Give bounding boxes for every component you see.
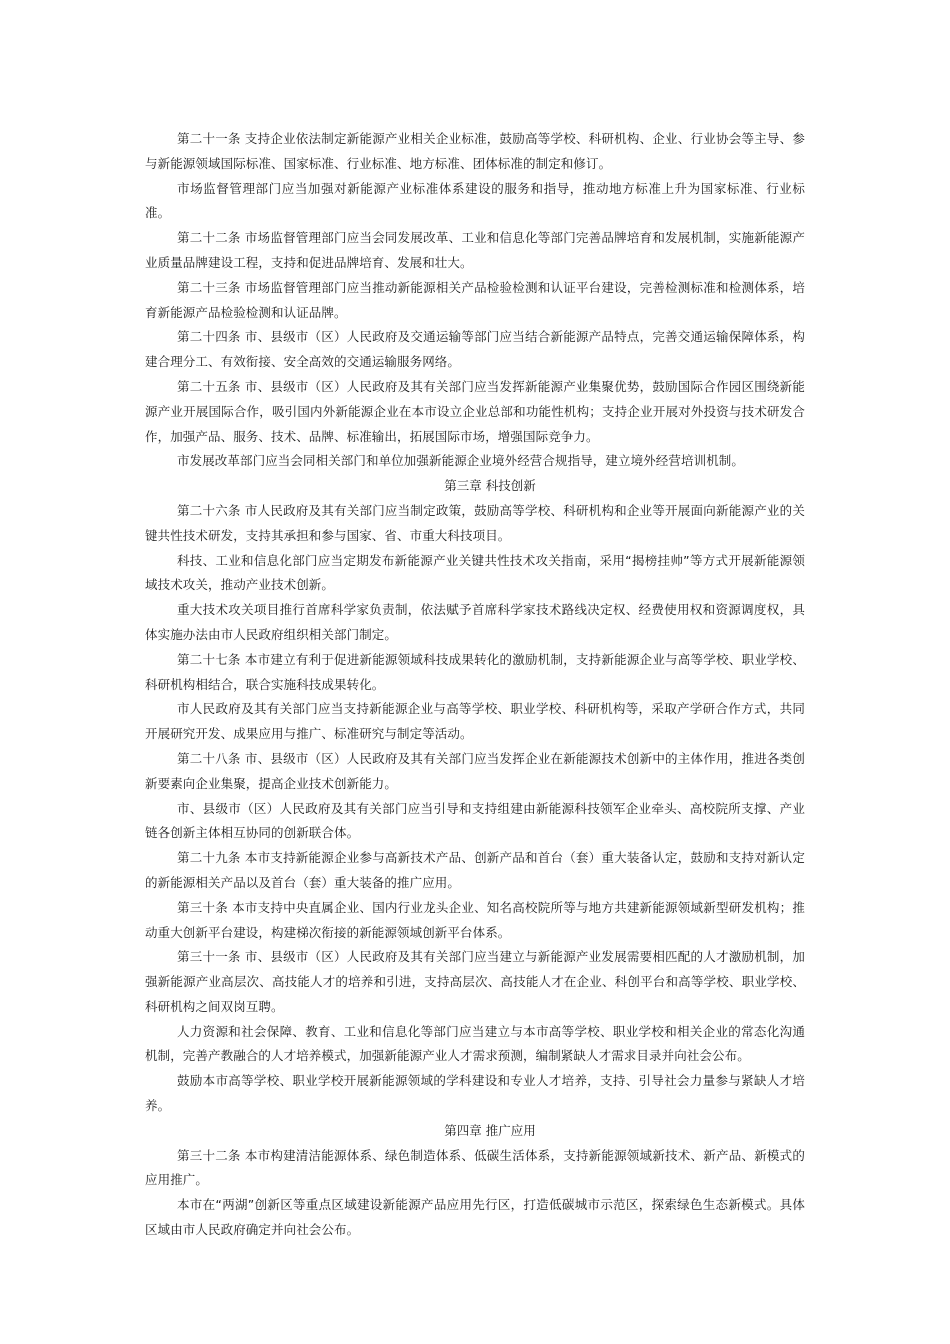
paragraph-article-28: 第二十八条 市、县级市（区）人民政府及其有关部门应当发挥企业在新能源技术创新中的主体作用，推进各类创新要素向企业集聚，提高企业技术创新能力。 xyxy=(145,750,805,791)
paragraph-article-27: 第二十七条 本市建立有利于促进新能源领域科技成果转化的激励机制，支持新能源企业与高等学校、职业学校、科研机构相结合，联合实施科技成果转化。 xyxy=(145,651,805,692)
paragraph-article-31: 第三十一条 市、县级市（区）人民政府及其有关部门应当建立与新能源产业发展需要相匹配的人才激励机制，加强新能源产业高层次、高技能人才的培养和引进，支持高层次、高技能人才在企业、科创平台和高等学校、职业学校、科研机构之间双岗互聘。 xyxy=(145,949,805,1014)
paragraph-article-32: 第三十二条 本市构建清洁能源体系、绿色制造体系、低碳生活体系，支持新能源领域新技术、新产品、新模式的应用推广。 xyxy=(145,1147,805,1188)
paragraph-tech-guide: 科技、工业和信息化部门应当定期发布新能源产业关键共性技术攻关指南，采用“揭榜挂帅”等方式开展新能源领域技术攻关，推动产业技术创新。 xyxy=(145,552,805,593)
paragraph-industry-research: 市人民政府及其有关部门应当支持新能源企业与高等学校、职业学校、科研机构等，采取产学研合作方式，共同开展研究开发、成果应用与推广、标准研究与制定等活动。 xyxy=(145,701,805,742)
chapter-heading-4: 第四章 推广应用 xyxy=(444,1122,536,1138)
paragraph-innovation-consortium: 市、县级市（区）人民政府及其有关部门应当引导和支持组建由新能源科技领军企业牵头、高校院所支撑、产业链各创新主体相互协同的创新联合体。 xyxy=(145,800,805,841)
paragraph-talent-training: 鼓励本市高等学校、职业学校开展新能源领域的学科建设和专业人才培养，支持、引导社会力量参与紧缺人才培养。 xyxy=(145,1073,805,1114)
chapter-heading-3: 第三章 科技创新 xyxy=(444,478,536,494)
document-body xyxy=(145,127,805,1243)
paragraph-article-25: 第二十五条 市、县级市（区）人民政府及其有关部门应当发挥新能源产业集聚优势，鼓励国际合作园区围绕新能源产业开展国际合作，吸引国内外新能源企业在本市设立企业总部和功能性机构；支持企业开展对外投资与技术研发合作，加强产品、服务、技术、品牌、标准输出，拓展国际市场，增强国际竞争力。 xyxy=(145,378,805,444)
paragraph-article-30: 第三十条 本市支持中央直属企业、国内行业龙头企业、知名高校院所等与地方共建新能源领域新型研发机构；推动重大创新平台建设，构建梯次衔接的新能源领域创新平台体系。 xyxy=(145,899,805,940)
paragraph-article-29: 第二十九条 本市支持新能源企业参与高新技术产品、创新产品和首台（套）重大装备认定，鼓励和支持对新认定的新能源相关产品以及首台（套）重大装备的推广应用。 xyxy=(145,850,805,890)
paragraph-article-21: 第二十一条 支持企业依法制定新能源产业相关企业标准，鼓励高等学校、科研机构、企业、行业协会等主导、参与新能源领域国际标准、国家标准、行业标准、地方标准、团体标准的制定和修订。 xyxy=(145,131,805,171)
paragraph-article-22: 第二十二条 市场监督管理部门应当会同发展改革、工业和信息化等部门完善品牌培育和发展机制，实施新能源产业质量品牌建设工程，支持和促进品牌培育、发展和壮大。 xyxy=(145,230,805,270)
paragraph-chief-scientist: 重大技术攻关项目推行首席科学家负责制，依法赋予首席科学家技术路线决定权、经费使用权和资源调度权，具体实施办法由市人民政府组织相关部门制定。 xyxy=(145,602,805,642)
paragraph-talent-communication: 人力资源和社会保障、教育、工业和信息化等部门应当建立与本市高等学校、职业学校和相关企业的常态化沟通机制，完善产教融合的人才培养模式，加强新能源产业人才需求预测，编制紧缺人才需求目录并向社会公布。 xyxy=(145,1023,805,1064)
paragraph-article-23: 第二十三条 市场监督管理部门应当推动新能源相关产品检验检测和认证平台建设，完善检测标准和检测体系，培育新能源产品检验检测和认证品牌。 xyxy=(145,279,805,320)
paragraph-standards-guidance: 市场监督管理部门应当加强对新能源产业标准体系建设的服务和指导，推动地方标准上升为国家标准、行业标准。 xyxy=(145,180,805,221)
paragraph-overseas-compliance: 市发展改革部门应当会同相关部门和单位加强新能源企业境外经营合规指导，建立境外经营培训机制。 xyxy=(177,453,745,469)
paragraph-article-26: 第二十六条 市人民政府及其有关部门应当制定政策，鼓励高等学校、科研机构和企业等开展面向新能源产业的关键共性技术研发，支持其承担和参与国家、省、市重大科技项目。 xyxy=(145,502,805,543)
paragraph-article-24: 第二十四条 市、县级市（区）人民政府及交通运输等部门应当结合新能源产品特点，完善交通运输保障体系，构建合理分工、有效衔接、安全高效的交通运输服务网络。 xyxy=(145,329,805,370)
paragraph-pilot-zone: 本市在“两湖”创新区等重点区域建设新能源产品应用先行区，打造低碳城市示范区，探索绿色生态新模式。具体区域由市人民政府确定并向社会公布。 xyxy=(145,1197,805,1238)
